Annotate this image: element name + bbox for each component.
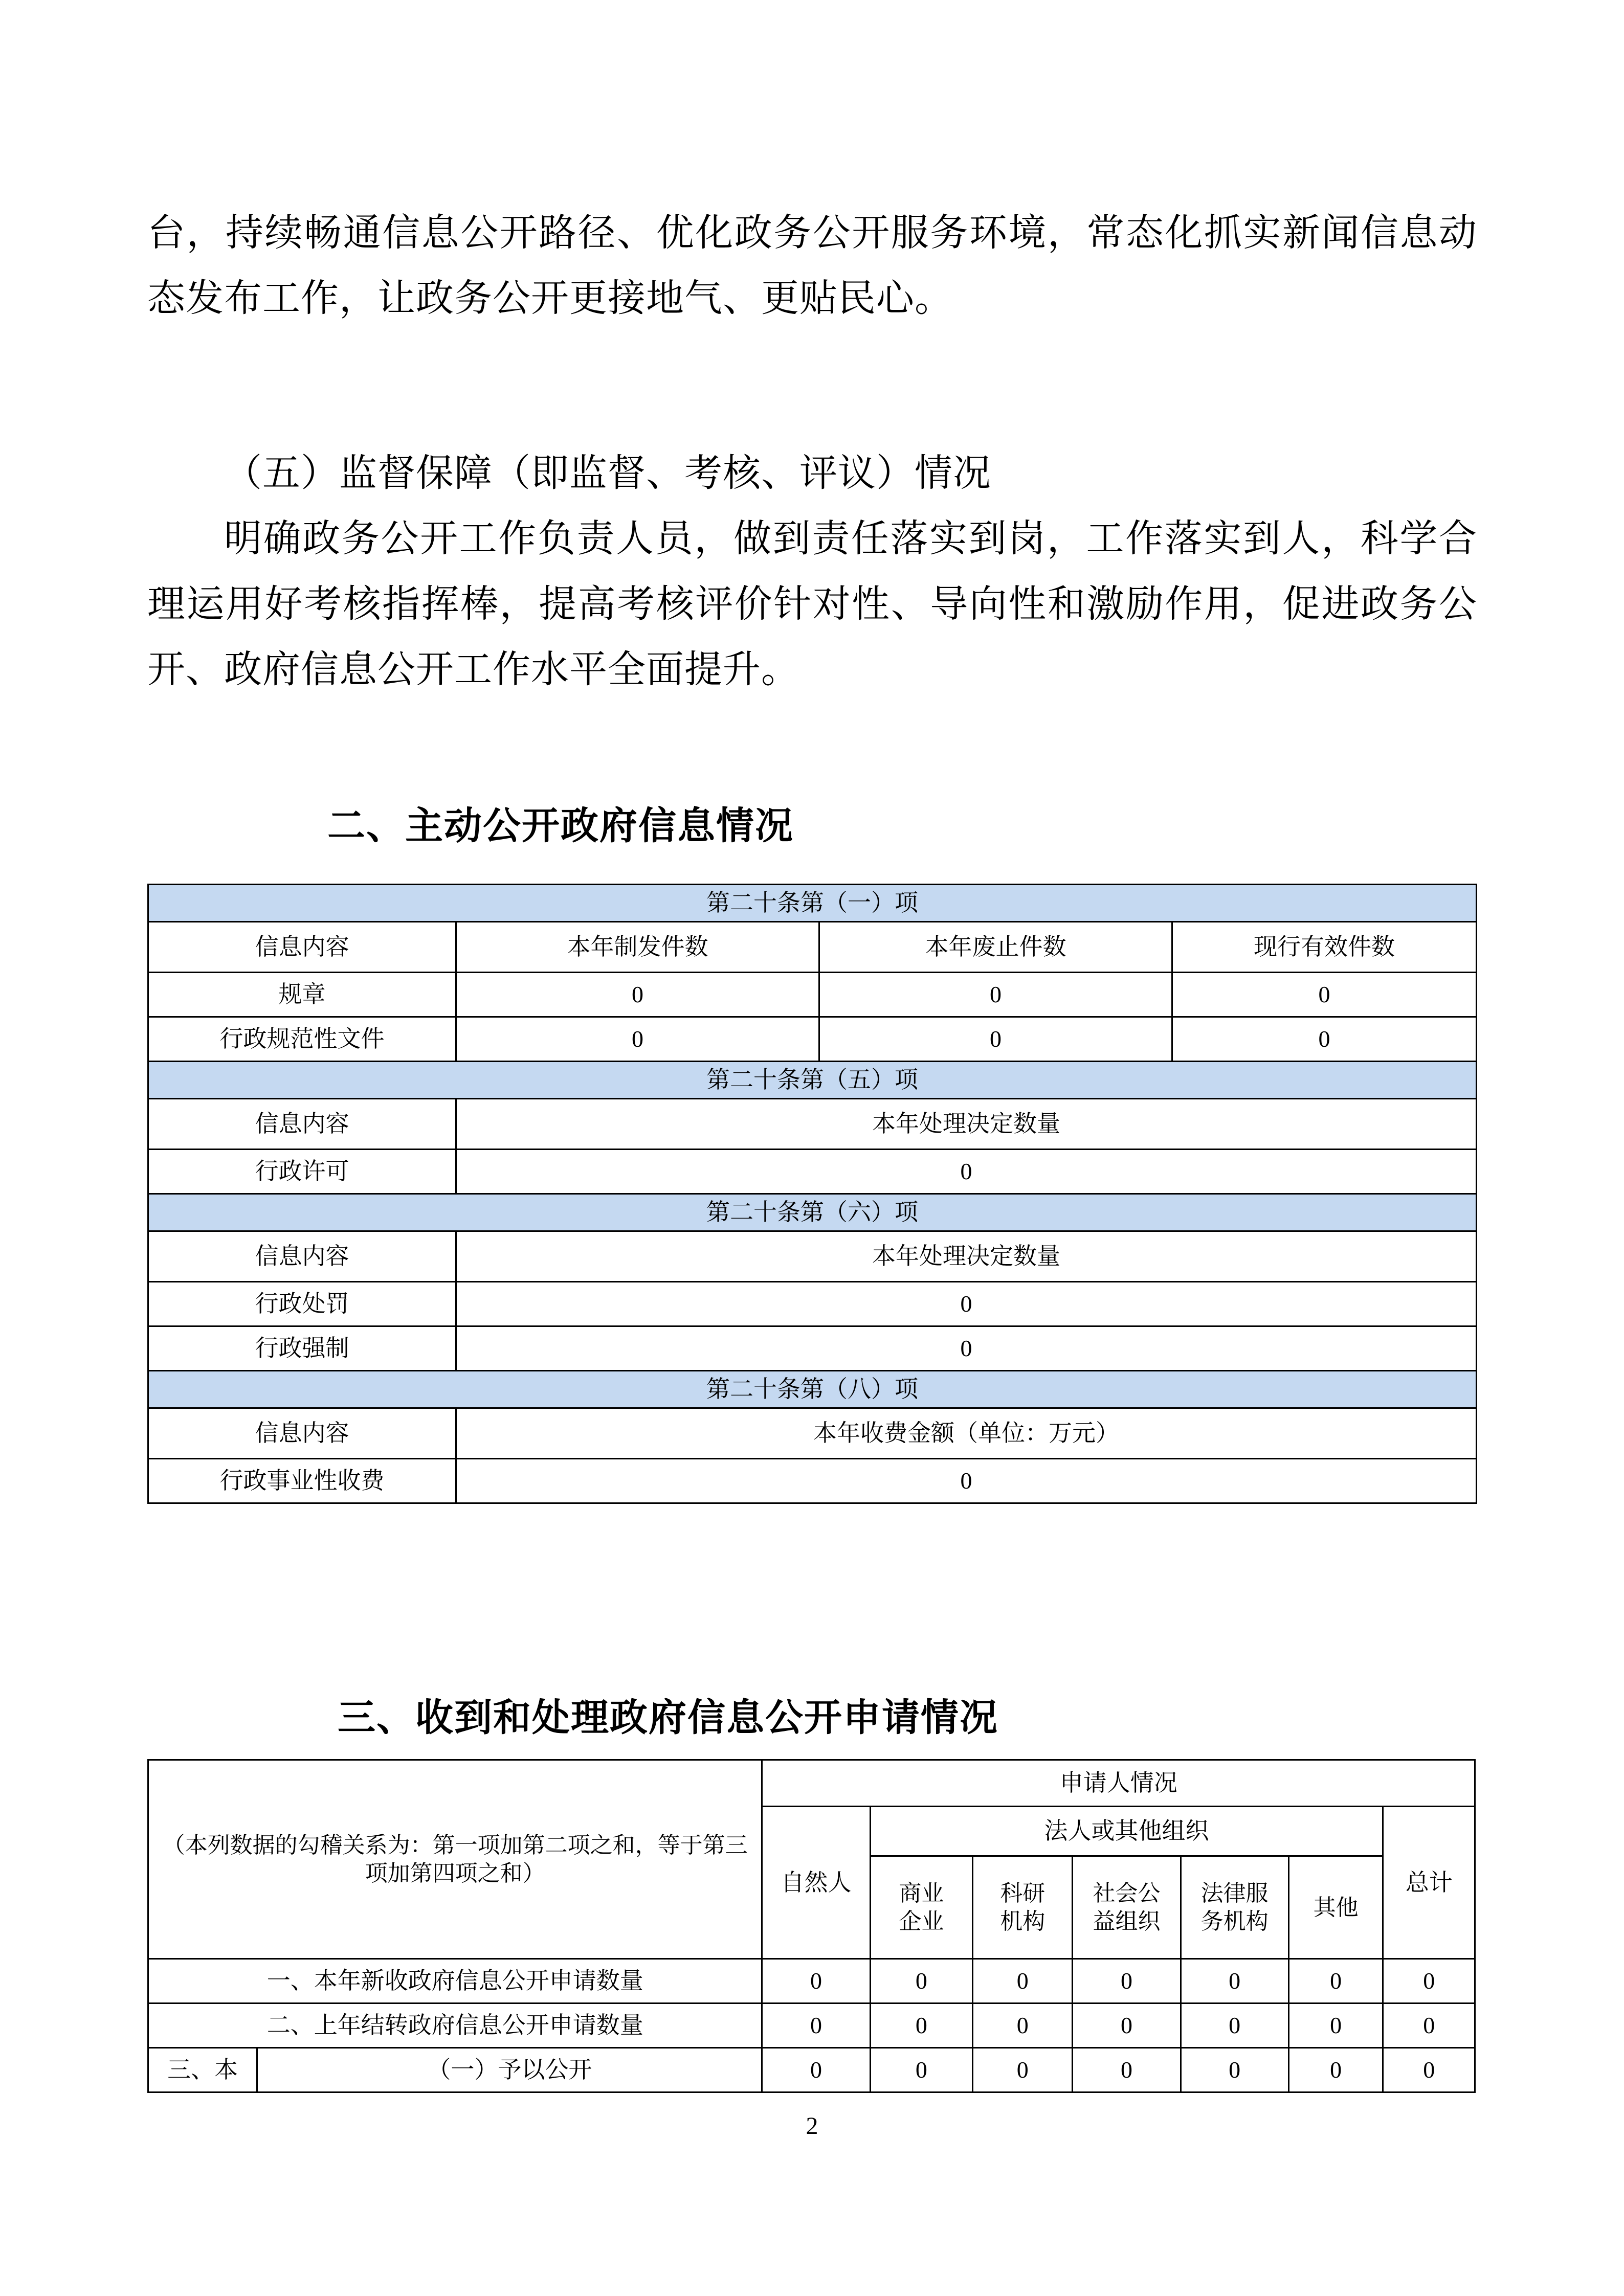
col-header-commercial-enterprise-line1: 商业	[899, 1881, 944, 1906]
paragraph-continued: 台，持续畅通信息公开路径、优化政务公开服务环境，常态化抓实新闻信息动态发布工作，让政务公开更接地气、更贴民心。	[147, 212, 1477, 320]
checksum-note: （本列数据的勾稽关系为：第一项加第二项之和，等于第三项加第四项之和）	[148, 1760, 762, 1959]
col-header-decision-quantity: 本年处理决定数量	[456, 1099, 1477, 1150]
table-row	[148, 973, 1477, 1017]
cell-value: 0	[456, 1150, 1477, 1194]
col-header-info-content: 信息内容	[148, 922, 456, 973]
table-column-header-row	[148, 1099, 1477, 1150]
col-header-other: 其他	[1288, 1856, 1383, 1959]
row-label-administrative-penalty: 行政处罚	[148, 1282, 456, 1326]
cell-value: 0	[762, 2048, 870, 2092]
table-header-row-1	[148, 1760, 1475, 1807]
section-three-heading: 三、收到和处理政府信息公开申请情况	[338, 1696, 998, 1739]
cell-value: 0	[1181, 2048, 1288, 2092]
row-label-administrative-fees: 行政事业性收费	[148, 1459, 456, 1503]
row-label-granted-disclosure: （一）予以公开	[257, 2048, 762, 2092]
page-number: 2	[806, 2112, 818, 2140]
cell-value: 0	[762, 2004, 870, 2048]
section-two-heading: 二、主动公开政府信息情况	[327, 804, 794, 847]
col-header-legal-service-org	[1181, 1856, 1288, 1959]
col-header-info-content: 信息内容	[148, 1099, 456, 1150]
cell-value: 0	[1172, 973, 1477, 1017]
col-header-commercial-enterprise	[870, 1856, 973, 1959]
table-row	[148, 1326, 1477, 1371]
col-header-issued-count: 本年制发件数	[456, 922, 819, 973]
cell-value: 0	[456, 1017, 819, 1062]
col-header-effective-count: 现行有效件数	[1172, 922, 1477, 973]
col-header-abolished-count: 本年废止件数	[819, 922, 1172, 973]
cell-value: 0	[1288, 2048, 1383, 2092]
cell-value: 0	[1073, 1959, 1181, 2004]
cell-value: 0	[1181, 2004, 1288, 2048]
subsection-five-title: （五）监督保障（即监督、考核、评议）情况	[224, 453, 991, 494]
table-row	[148, 2048, 1475, 2092]
cell-value: 0	[456, 973, 819, 1017]
col-header-public-welfare-org	[1073, 1856, 1181, 1959]
table-column-header-row	[148, 1408, 1477, 1459]
table-row	[148, 2004, 1475, 2048]
table-group-header-row	[148, 1371, 1477, 1408]
group-title-item-5: 第二十条第（五）项	[148, 1062, 1477, 1099]
cell-value: 0	[1383, 2004, 1475, 2048]
group-title-item-6: 第二十条第（六）项	[148, 1194, 1477, 1231]
row-label-carried-over-requests: 二、上年结转政府信息公开申请数量	[148, 2004, 762, 2048]
group-title-item-1: 第二十条第（一）项	[148, 885, 1477, 922]
cell-value: 0	[762, 1959, 870, 2004]
table-row	[148, 1959, 1475, 2004]
group-title-item-8: 第二十条第（八）项	[148, 1371, 1477, 1408]
cell-value: 0	[973, 2004, 1073, 2048]
table-group-header-row	[148, 1062, 1477, 1099]
table-column-header-row	[148, 922, 1477, 973]
cell-value: 0	[870, 1959, 973, 2004]
row-label-regulations: 规章	[148, 973, 456, 1017]
table-column-header-row	[148, 1231, 1477, 1282]
cell-value: 0	[973, 1959, 1073, 2004]
paragraph-five-text: 明确政务公开工作负责人员，做到责任落实到岗，工作落实到人，科学合理运用好考核指挥棒，提高考核评价针对性、导向性和激励作用，促进政务公开、政府信息公开工作水平全面提升。	[147, 518, 1477, 691]
col-header-fee-amount: 本年收费金额（单位：万元）	[456, 1408, 1477, 1459]
paragraph-five-block	[147, 506, 1477, 703]
col-header-public-welfare-org-line1: 社会公	[1093, 1881, 1161, 1906]
col-header-research-institution-line2: 机构	[1000, 1909, 1045, 1934]
cell-value: 0	[870, 2004, 973, 2048]
cell-value: 0	[870, 2048, 973, 2092]
col-header-legal-service-org-line1: 法律服	[1200, 1881, 1269, 1906]
cell-value: 0	[456, 1282, 1477, 1326]
col-header-commercial-enterprise-line2: 企业	[899, 1909, 944, 1934]
cell-value: 0	[456, 1326, 1477, 1371]
table-row	[148, 1459, 1477, 1503]
col-header-total: 总计	[1383, 1807, 1475, 1959]
cell-value: 0	[819, 1017, 1172, 1062]
cell-value: 0	[819, 973, 1172, 1017]
cell-value: 0	[1383, 1959, 1475, 2004]
row-label-current-year-prefix: 三、本	[148, 2048, 257, 2092]
cell-value: 0	[1172, 1017, 1477, 1062]
table-row	[148, 1282, 1477, 1326]
row-label-administrative-coercion: 行政强制	[148, 1326, 456, 1371]
table-group-header-row	[148, 1194, 1477, 1231]
subsection-five-block	[147, 441, 1477, 506]
col-header-legal-service-org-line2: 务机构	[1200, 1909, 1269, 1934]
col-header-decision-quantity: 本年处理决定数量	[456, 1231, 1477, 1282]
cell-value: 0	[1288, 1959, 1383, 2004]
cell-value: 0	[1383, 2048, 1475, 2092]
col-header-research-institution	[973, 1856, 1073, 1959]
cell-value: 0	[1073, 2004, 1181, 2048]
cell-value: 0	[1181, 1959, 1288, 2004]
cell-value: 0	[973, 2048, 1073, 2092]
col-header-info-content: 信息内容	[148, 1408, 456, 1459]
row-label-new-requests: 一、本年新收政府信息公开申请数量	[148, 1959, 762, 2004]
cell-value: 0	[456, 1459, 1477, 1503]
row-label-normative-documents: 行政规范性文件	[148, 1017, 456, 1062]
paragraph-continued-block	[147, 200, 1477, 331]
col-header-natural-person: 自然人	[762, 1807, 870, 1959]
proactive-disclosure-table	[147, 884, 1477, 1504]
col-header-public-welfare-org-line2: 益组织	[1093, 1909, 1161, 1934]
table-group-header-row	[148, 885, 1477, 922]
row-label-administrative-license: 行政许可	[148, 1150, 456, 1194]
cell-value: 0	[1073, 2048, 1181, 2092]
col-header-info-content: 信息内容	[148, 1231, 456, 1282]
cell-value: 0	[1288, 2004, 1383, 2048]
table-row	[148, 1150, 1477, 1194]
table-row	[148, 1017, 1477, 1062]
col-header-research-institution-line1: 科研	[1000, 1881, 1045, 1906]
group-header-applicant-situation: 申请人情况	[762, 1760, 1475, 1807]
group-header-legal-entity: 法人或其他组织	[870, 1807, 1383, 1856]
request-handling-table	[147, 1759, 1476, 2093]
